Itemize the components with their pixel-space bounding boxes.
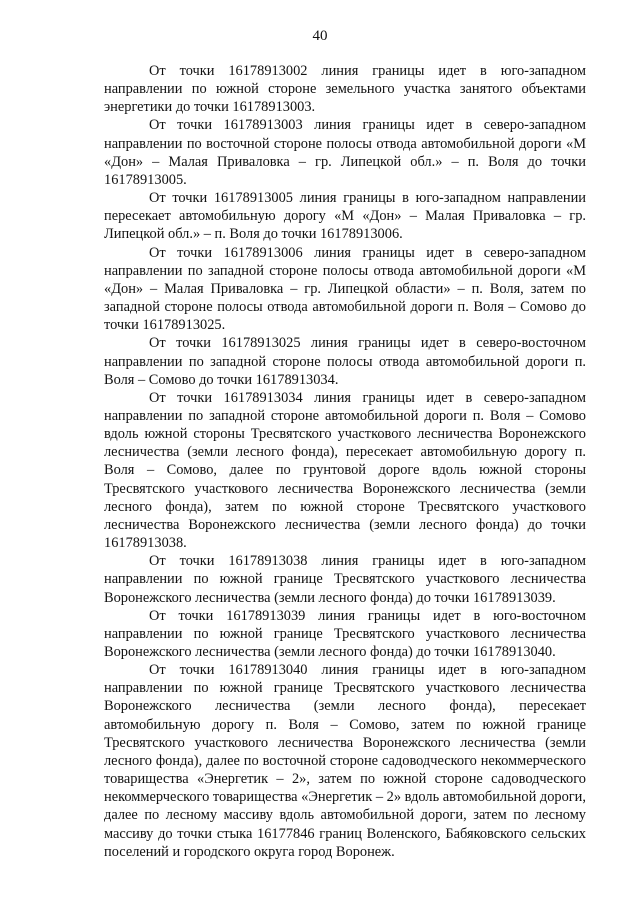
page-number: 40 — [312, 28, 328, 44]
paragraph-3: От точки 16178913005 линия границы в юго-западном направлении пересекает автомобильную дорогу «М «Дон» – Малая Приваловка – гр. Липецкой обл.» – п. Воля до точки 16178913006. — [104, 190, 586, 243]
paragraph-6: От точки 16178913034 линия границы идет в северо-западном направлении по западной стороне автомобильной дороги п. Воля – Сомово вдоль южной стороны Тресвятского участкового лесничества Воронежского лесничества (земли лесного фонда), пересекает автомобильную дорогу п. Воля – Сомово, далее по грунтовой дороге вдоль южной стороны Тресвятского участкового лесничества Воронежского лесничества (земли лесного фонда), затем по южной стороне Тресвятского участкового лесничества Воронежского лесничества (земли лесного фонда) до точки 16178913038. — [104, 389, 586, 552]
paragraph-5: От точки 16178913025 линия границы идет в северо-восточном направлении по западной стороне полосы отвода автомобильной дороги п. Воля – Сомово до точки 16178913034. — [104, 335, 586, 388]
paragraph-2: От точки 16178913003 линия границы идет в северо-западном направлении по восточной стороне полосы отвода автомобильной дороги «М «Дон» – Малая Приваловка – гр. Липецкой обл.» – п. Воля до точки 16178913005. — [104, 117, 586, 188]
paragraph-7: От точки 16178913038 линия границы идет в юго-западном направлении по южной границе Тресвятского участкового лесничества Воронежского лесничества (земли лесного фонда) до точки 16178913039. — [104, 553, 586, 606]
paragraph-8: От точки 16178913039 линия границы идет в юго-восточном направлении по южной границе Тресвятского участкового лесничества Воронежского лесничества (земли лесного фонда) до точки 16178913040. — [104, 607, 586, 660]
paragraph-1: От точки 16178913002 линия границы идет в юго-западном направлении по южной стороне земельного участка занятого объектами энергетики до точки 16178913003. — [104, 63, 586, 116]
document-body — [104, 62, 586, 861]
paragraph-9: От точки 16178913040 линия границы идет в юго-западном направлении по южной границе Тресвятского участкового лесничества Воронежского лесничества (земли лесного фонда), пересекает автомобильную дорогу п. Воля – Сомово, затем по южной границе Тресвятского участкового лесничества Воронежского лесничества (земли лесного фонда), далее по восточной стороне садоводческого некоммерческого товарищества «Энергетик – 2», затем по южной стороне садоводческого некоммерческого товарищества «Энергетик – 2» вдоль автомобильной дороги, далее по лесному массиву вдоль автомобильной дороги, затем по лесному массиву до точки стыка 16177846 границ Воленского, Бабяковского сельских поселений и городского округа город Воронеж. — [104, 662, 586, 860]
paragraph-4: От точки 16178913006 линия границы идет в северо-западном направлении по западной стороне полосы отвода автомобильной дороги «М «Дон» – Малая Приваловка – гр. Липецкой области» – п. Воля, затем по западной стороне полосы отвода автомобильной дороги п. Воля – Сомово до точки 16178913025. — [104, 244, 586, 334]
